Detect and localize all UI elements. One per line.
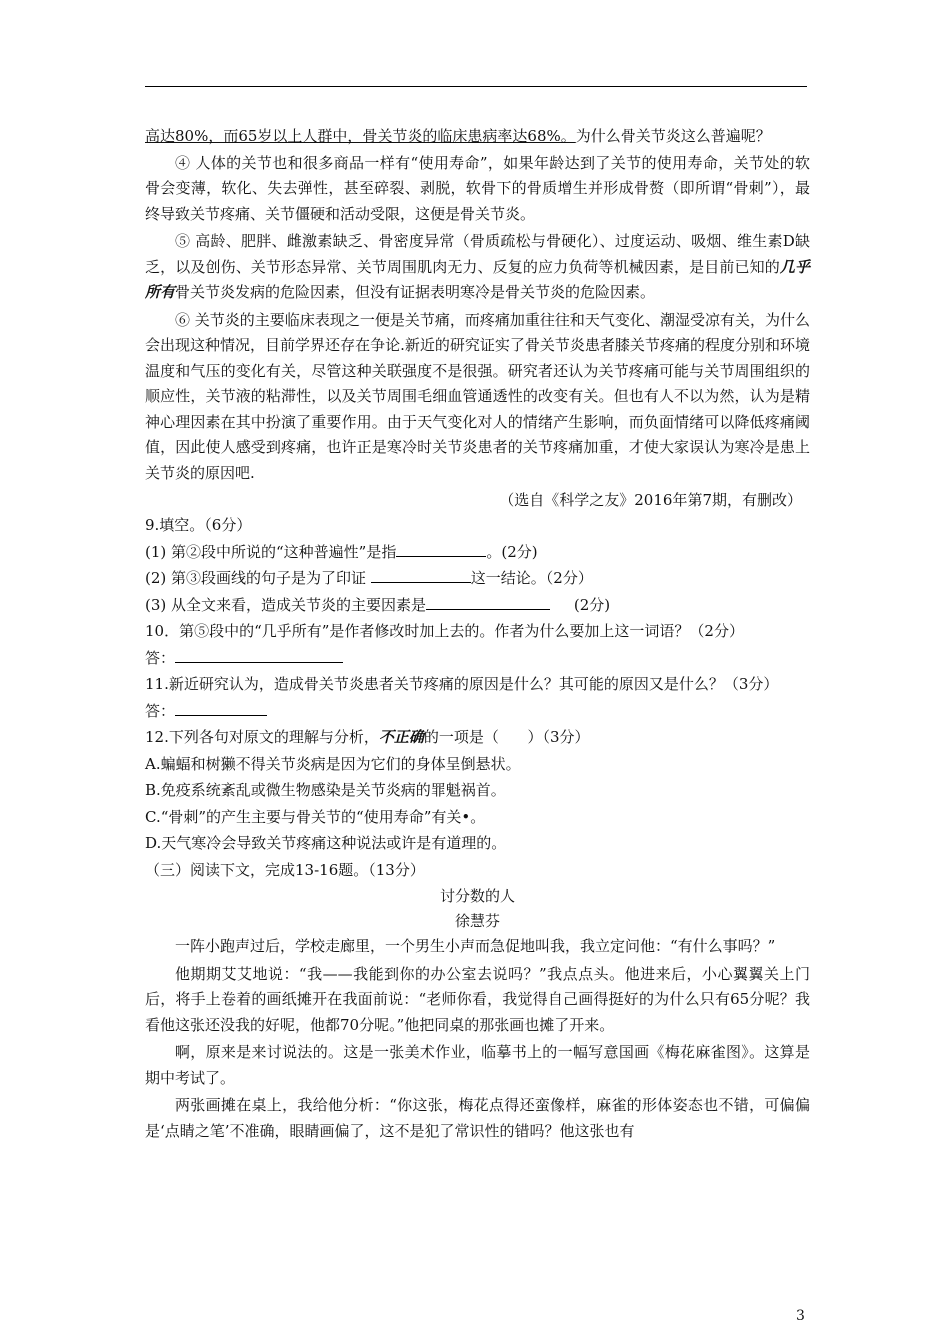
paragraph-4: ④ 人体的关节也和很多商品一样有“使用寿命”，如果年龄达到了关节的使用寿命，关节处的软骨会变薄，软化、失去弹性，甚至碎裂、剥脱，软骨下的骨质增生并形成骨赘（即所谓“骨刺”），最终导致关节疼痛、关节僵硬和活动受限，这便是骨关节炎。 [145, 153, 810, 223]
story-title: 讨分数的人 [439, 887, 515, 905]
option-b: B.免疫系统紊乱或微生物感染是关节炎病的罪魁祸首。 [145, 781, 506, 799]
page-content [145, 124, 810, 1146]
question-10-answer: 答： [145, 646, 810, 671]
answer-blank[interactable] [426, 595, 550, 610]
answer-blank[interactable] [175, 648, 343, 663]
story-paragraph: 啊，原来是来讨说法的。这是一张美术作业，临摹书上的一幅写意国画《梅花麻雀图》。这算是期中考试了。 [145, 1043, 810, 1087]
story-author: 徐慧芬 [454, 912, 500, 930]
question-12: 12.下列各句对原文的理解与分析，不正确的一项是（ ）（3分） [145, 728, 590, 746]
question-9-3: (3) 从全文来看，造成关节炎的主要因素是 (2分) [145, 595, 611, 614]
carryover-line: 高达80%，而65岁以上人群中，骨关节炎的临床患病率达68%。为什么骨关节炎这么普遍呢？ [145, 127, 771, 145]
story-paragraph: 两张画摊在桌上，我给他分析：“你这张，梅花点得还蛮像样，麻雀的形体姿态也不错，可偏偏是‘点睛之笔’不准确，眼睛画偏了，这不是犯了常识性的错吗？他这张也有 [145, 1096, 810, 1140]
paragraph-5: ⑤ 高龄、肥胖、雌激素缺乏、骨密度异常（骨质疏松与骨硬化）、过度运动、吸烟、维生素D缺乏，以及创伤、关节形态异常、关节周围肌肉无力、反复的应力负荷等机械因素，是目前已知的几乎所有骨关节炎发病的危险因素，但没有证据表明寒冷是骨关节炎的危险因素。 [145, 232, 810, 301]
emphasis-text: 几乎所有 [145, 257, 810, 301]
story-paragraph: 他期期艾艾地说：“我——我能到你的办公室去说吗？”我点点头。他进来后，小心翼翼关上门后，将手上卷着的画纸摊开在我面前说：“老师你看，我觉得自己画得挺好的为什么只有65分呢？我看他这张还没我的好呢，他都70分呢。”他把同桌的那张画也摊了开来。 [145, 964, 810, 1034]
option-d: D.天气寒冷会导致关节疼痛这种说法或许是有道理的。 [145, 834, 507, 852]
answer-blank[interactable] [371, 568, 471, 583]
question-9-1: (1) 第②段中所说的“这种普遍性”是指 。(2分) [145, 542, 538, 561]
emphasis-text: 不正确 [378, 728, 424, 746]
option-c: C.“骨刺”的产生主要与骨关节的“使用寿命”有关•。 [145, 807, 486, 826]
header-rule [145, 86, 807, 87]
story-paragraph: 一阵小跑声过后，学校走廊里，一个男生小声而急促地叫我，我立定问他：“有什么事吗？” [175, 937, 776, 955]
question-10: 10．第⑤段中的“几乎所有”是作者修改时加上去的。作者为什么要加上这一词语？（2分） [145, 622, 744, 640]
source-citation: （选自《科学之友》2016年第7期，有删改） [499, 491, 802, 509]
underlined-sentence: 高达80%，而65岁以上人群中，骨关节炎的临床患病率达68%。 [145, 127, 576, 145]
option-a: A.蝙蝠和树獭不得关节炎病是因为它们的身体呈倒悬状。 [145, 754, 521, 773]
question-11: 11.新近研究认为，造成骨关节炎患者关节疼痛的原因是什么？其可能的原因又是什么？（3分） [145, 675, 779, 693]
page-number: 3 [796, 1308, 805, 1324]
question-11-answer: 答： [145, 699, 810, 724]
section-3-heading: （三）阅读下文，完成13-16题。（13分） [145, 860, 425, 879]
paragraph-6: ⑥ 关节炎的主要临床表现之一便是关节痛，而疼痛加重往往和天气变化、潮湿受凉有关，为什么会出现这种情况，目前学界还存在争论.新近的研究证实了骨关节炎患者膝关节疼痛的程度分别和环境温度和气压的变化有关，尽管这种关联强度不是很强。研究者还认为关节疼痛可能与关节周围组织的顺应性，关节液的粘滞性，以及关节周围毛细血管通透性的改变有关。但也有人不以为然，认为是精神心理因素在其中扮演了重要作用。由于天气变化对人的情绪产生影响，而负面情绪可以降低疼痛阈值，因此使人感受到疼痛，也许正是寒冷时关节炎患者的关节疼痛加重，才使大家误认为寒冷是患上关节炎的原因吧. [145, 310, 810, 482]
answer-blank[interactable] [396, 542, 486, 557]
question-9-2: (2) 第③段画线的句子是为了印证 这一结论。（2分） [145, 569, 593, 587]
question-9-title: 9.填空。（6分） [145, 516, 252, 534]
answer-blank[interactable] [175, 701, 267, 716]
